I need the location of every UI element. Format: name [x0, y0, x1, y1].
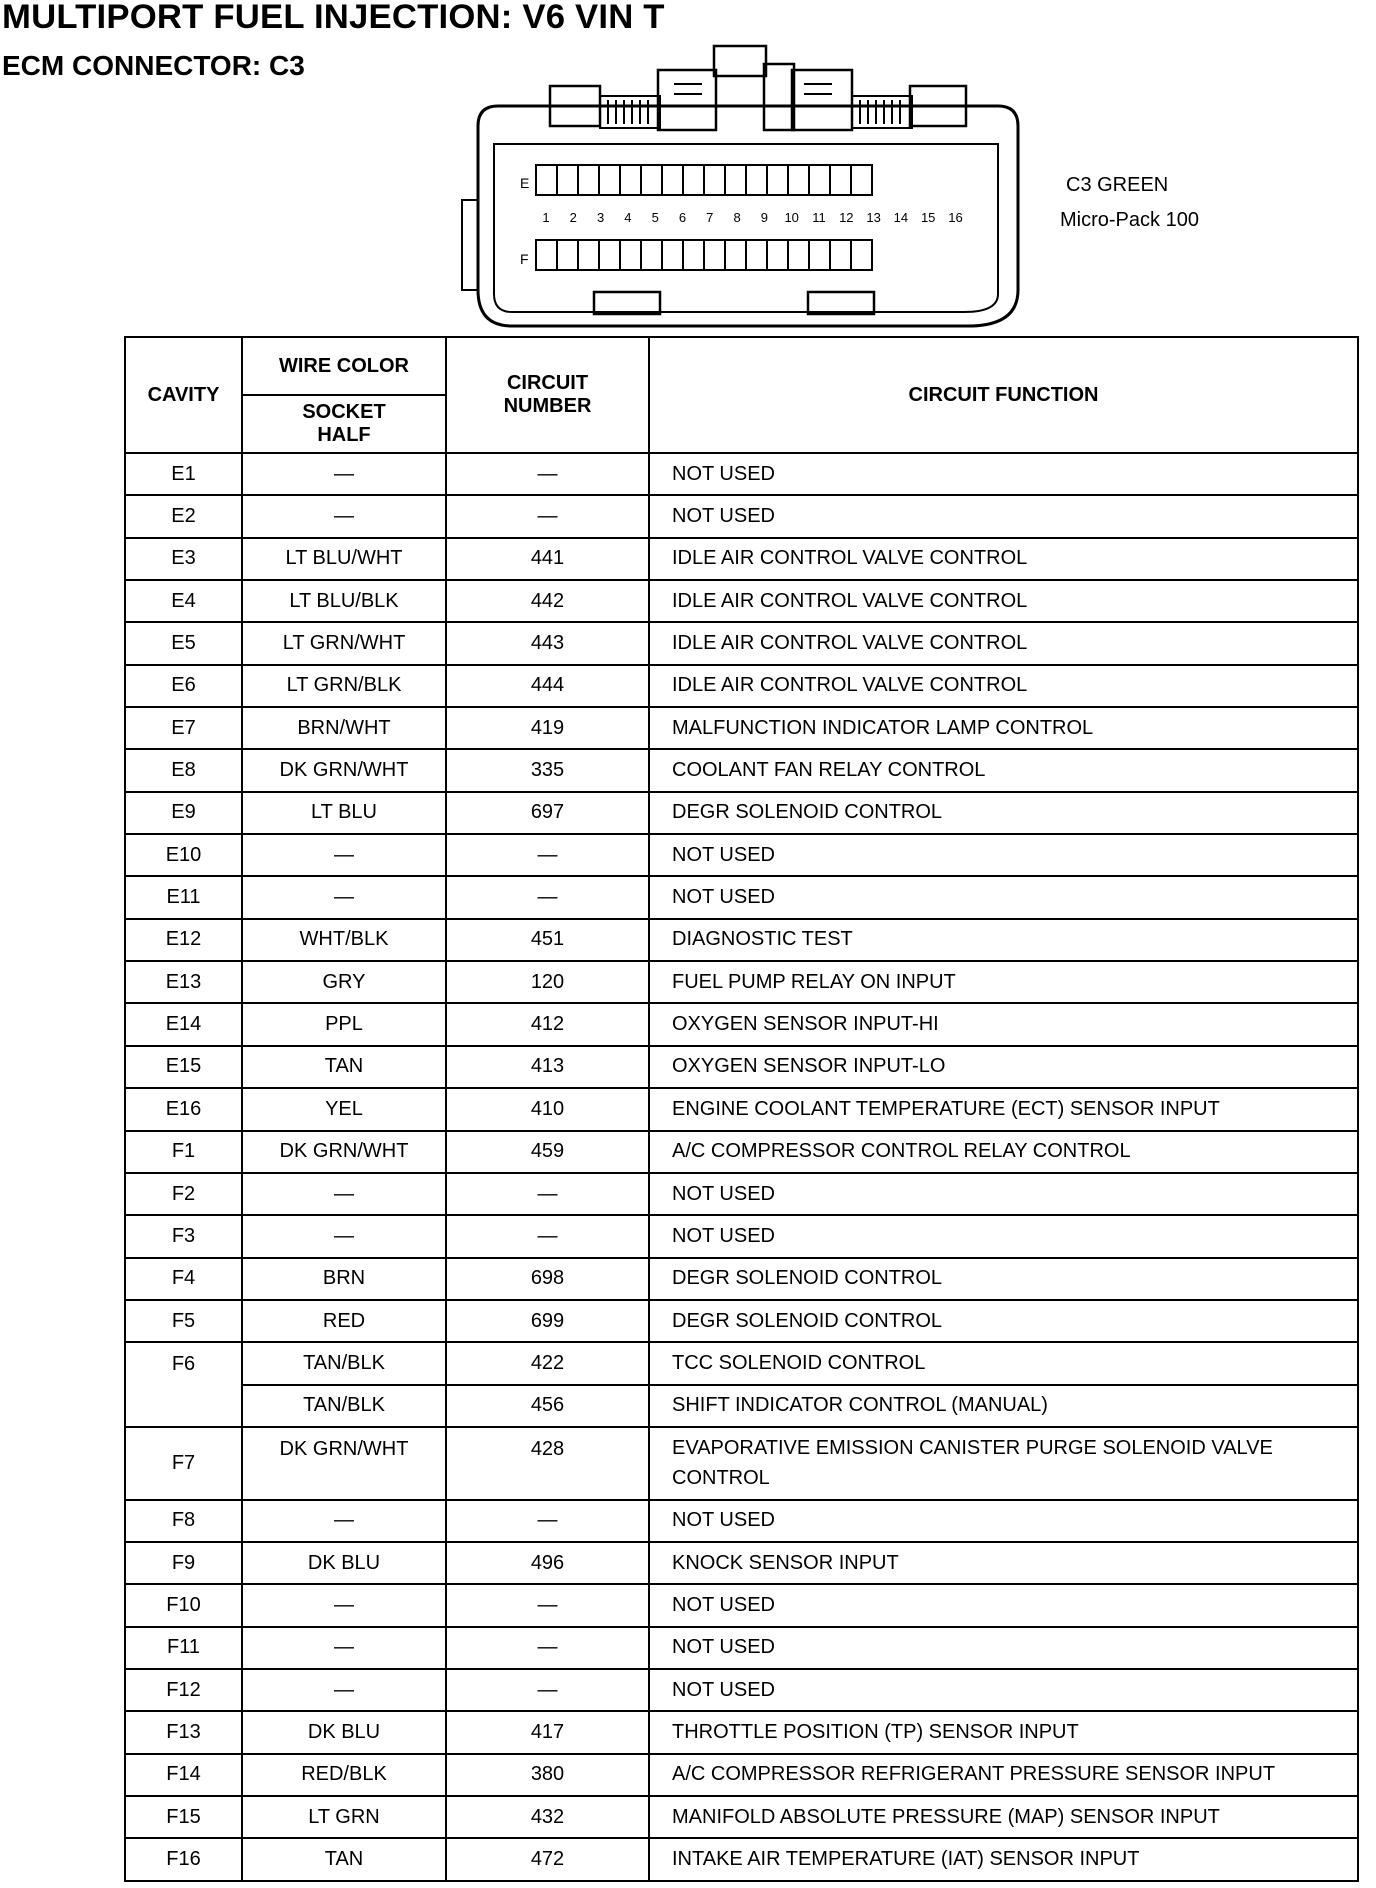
table-row: [125, 876, 1358, 918]
cell-wire-color: —: [242, 1669, 446, 1711]
cell-cavity: F8: [125, 1500, 242, 1542]
cell-cavity: F9: [125, 1542, 242, 1584]
pin-number: 16: [948, 210, 963, 225]
cell-wire-color: TAN/BLK: [242, 1385, 446, 1427]
cell-circuit-function: MALFUNCTION INDICATOR LAMP CONTROL: [649, 707, 1358, 749]
table-row: [125, 749, 1358, 791]
page-subtitle: ECM CONNECTOR: C3: [2, 50, 305, 81]
cell-circuit-function: THROTTLE POSITION (TP) SENSOR INPUT: [649, 1711, 1358, 1753]
header-circuit-function: CIRCUIT FUNCTION: [649, 337, 1358, 453]
cavity-f-2: [557, 240, 578, 270]
cell-cavity: F1: [125, 1131, 242, 1173]
cavity-e-1: [536, 165, 557, 195]
page-title: MULTIPORT FUEL INJECTION: V6 VIN T: [2, 0, 665, 36]
cell-cavity: E15: [125, 1046, 242, 1088]
cell-circuit-function: NOT USED: [649, 1584, 1358, 1626]
cavity-f-13: [788, 240, 809, 270]
cavity-e-14: [809, 165, 830, 195]
cell-circuit-function: COOLANT FAN RELAY CONTROL: [649, 749, 1358, 791]
cell-circuit-function: A/C COMPRESSOR CONTROL RELAY CONTROL: [649, 1131, 1358, 1173]
cell-wire-color: —: [242, 453, 446, 495]
cavity-e-2: [557, 165, 578, 195]
cell-wire-color: PPL: [242, 1003, 446, 1045]
cell-circuit-number: 697: [446, 792, 649, 834]
table-row: [125, 1342, 1358, 1384]
table-row: [125, 1427, 1358, 1500]
cell-circuit-function: MANIFOLD ABSOLUTE PRESSURE (MAP) SENSOR INPUT: [649, 1796, 1358, 1838]
table-row: [125, 495, 1358, 537]
cell-circuit-number: 496: [446, 1542, 649, 1584]
table-row: [125, 1669, 1358, 1711]
table-row: [125, 453, 1358, 495]
cell-circuit-number: —: [446, 1215, 649, 1257]
header-socket-half-line1: SOCKET: [302, 401, 386, 423]
row-e-label: E: [520, 175, 530, 191]
pin-number: 5: [651, 210, 659, 225]
cell-cavity: F10: [125, 1584, 242, 1626]
table-row: [125, 1796, 1358, 1838]
cell-wire-color: BRN: [242, 1258, 446, 1300]
cell-cavity: E1: [125, 453, 242, 495]
cell-circuit-function: OXYGEN SENSOR INPUT-LO: [649, 1046, 1358, 1088]
cell-circuit-function: DIAGNOSTIC TEST: [649, 919, 1358, 961]
cavity-e-11: [746, 165, 767, 195]
cell-circuit-function: IDLE AIR CONTROL VALVE CONTROL: [649, 580, 1358, 622]
header-circuit-number-line1: CIRCUIT: [506, 372, 589, 394]
cavity-f-10: [725, 240, 746, 270]
cavity-f-9: [704, 240, 725, 270]
cell-circuit-number: 472: [446, 1838, 649, 1881]
cell-circuit-number: 380: [446, 1754, 649, 1796]
cell-wire-color: —: [242, 1173, 446, 1215]
cell-circuit-function: TCC SOLENOID CONTROL: [649, 1342, 1358, 1384]
cell-circuit-number: —: [446, 495, 649, 537]
cell-circuit-number: 432: [446, 1796, 649, 1838]
cell-circuit-number: 459: [446, 1131, 649, 1173]
cell-wire-color: TAN: [242, 1046, 446, 1088]
cavity-f-1: [536, 240, 557, 270]
cell-circuit-number: —: [446, 1173, 649, 1215]
cell-circuit-number: 412: [446, 1003, 649, 1045]
cavity-e-10: [725, 165, 746, 195]
cavity-e-15: [830, 165, 851, 195]
cell-cavity: E7: [125, 707, 242, 749]
pin-number: 3: [596, 210, 605, 225]
cell-wire-color: —: [242, 1215, 446, 1257]
pin-number: 6: [678, 210, 687, 225]
pin-number: 4: [624, 210, 632, 225]
cell-circuit-number: 410: [446, 1088, 649, 1130]
table-row: [125, 1385, 1358, 1427]
cell-circuit-function: ENGINE COOLANT TEMPERATURE (ECT) SENSOR INPUT: [649, 1088, 1358, 1130]
cavity-e-12: [767, 165, 788, 195]
cell-wire-color: DK GRN/WHT: [242, 749, 446, 791]
pinout-table-wrapper: [124, 336, 1359, 1882]
cell-circuit-function: NOT USED: [649, 1669, 1358, 1711]
cell-wire-color: WHT/BLK: [242, 919, 446, 961]
connector-diagram: [458, 40, 1038, 336]
table-row: [125, 1003, 1358, 1045]
cell-wire-color: LT GRN/BLK: [242, 665, 446, 707]
table-row: [125, 792, 1358, 834]
pin-number: 9: [760, 210, 769, 225]
cell-cavity: F15: [125, 1796, 242, 1838]
cell-circuit-function: EVAPORATIVE EMISSION CANISTER PURGE SOLENOID VALVE CONTROL: [649, 1427, 1358, 1500]
table-row: [125, 1173, 1358, 1215]
cavity-f-6: [641, 240, 662, 270]
cell-cavity: E11: [125, 876, 242, 918]
cell-cavity: F14: [125, 1754, 242, 1796]
cell-wire-color: LT GRN: [242, 1796, 446, 1838]
cell-wire-color: —: [242, 834, 446, 876]
table-row: [125, 1088, 1358, 1130]
table-row: [125, 665, 1358, 707]
cell-circuit-number: 443: [446, 622, 649, 664]
cavity-e-13: [788, 165, 809, 195]
cell-circuit-function: FUEL PUMP RELAY ON INPUT: [649, 961, 1358, 1003]
cell-circuit-number: 335: [446, 749, 649, 791]
pin-number: 15: [920, 210, 936, 225]
cell-circuit-number: —: [446, 1584, 649, 1626]
cell-circuit-number: 442: [446, 580, 649, 622]
cell-circuit-number: —: [446, 1669, 649, 1711]
cell-circuit-number: 444: [446, 665, 649, 707]
cavity-f-11: [746, 240, 767, 270]
cell-circuit-function: KNOCK SENSOR INPUT: [649, 1542, 1358, 1584]
cell-circuit-number: 456: [446, 1385, 649, 1427]
cell-wire-color: TAN/BLK: [242, 1342, 446, 1384]
cell-wire-color: BRN/WHT: [242, 707, 446, 749]
cell-wire-color: LT BLU: [242, 792, 446, 834]
table-row: [125, 1131, 1358, 1173]
table-row: [125, 707, 1358, 749]
cell-circuit-number: 441: [446, 538, 649, 580]
cell-wire-color: LT GRN/WHT: [242, 622, 446, 664]
cell-cavity: E14: [125, 1003, 242, 1045]
cavity-f-5: [620, 240, 641, 270]
pin-number: 14: [893, 210, 909, 225]
cell-circuit-number: 428: [446, 1427, 649, 1500]
cell-circuit-number: 413: [446, 1046, 649, 1088]
cavity-f-8: [683, 240, 704, 270]
cell-circuit-number: —: [446, 834, 649, 876]
cell-wire-color: YEL: [242, 1088, 446, 1130]
header-socket-half: [242, 395, 446, 453]
cell-circuit-number: —: [446, 1500, 649, 1542]
cell-wire-color: LT BLU/WHT: [242, 538, 446, 580]
cell-cavity: E3: [125, 538, 242, 580]
cell-cavity: E12: [125, 919, 242, 961]
cavity-e-4: [599, 165, 620, 195]
cell-circuit-function: INTAKE AIR TEMPERATURE (IAT) SENSOR INPUT: [649, 1838, 1358, 1881]
cell-cavity: F6: [125, 1342, 242, 1427]
cell-wire-color: DK GRN/WHT: [242, 1131, 446, 1173]
cell-cavity: E4: [125, 580, 242, 622]
cavity-e-3: [578, 165, 599, 195]
cell-circuit-function: IDLE AIR CONTROL VALVE CONTROL: [649, 665, 1358, 707]
cell-wire-color: —: [242, 495, 446, 537]
pin-number: 13: [866, 210, 881, 225]
table-row: [125, 834, 1358, 876]
cell-circuit-function: NOT USED: [649, 1215, 1358, 1257]
cell-circuit-number: 451: [446, 919, 649, 961]
pinout-table-body: [125, 453, 1358, 1881]
cell-wire-color: —: [242, 1584, 446, 1626]
cell-circuit-function: SHIFT INDICATOR CONTROL (MANUAL): [649, 1385, 1358, 1427]
cell-cavity: F5: [125, 1300, 242, 1342]
pin-number: 8: [733, 210, 741, 225]
cavity-e-6: [641, 165, 662, 195]
cell-cavity: F7: [125, 1427, 242, 1500]
cavity-f-7: [662, 240, 683, 270]
cell-circuit-function: NOT USED: [649, 1627, 1358, 1669]
cell-circuit-number: 422: [446, 1342, 649, 1384]
cell-circuit-function: DEGR SOLENOID CONTROL: [649, 1258, 1358, 1300]
cell-wire-color: LT BLU/BLK: [242, 580, 446, 622]
cavity-f-4: [599, 240, 620, 270]
pin-number: 1: [542, 210, 550, 225]
cell-cavity: F2: [125, 1173, 242, 1215]
pin-number: 7: [706, 210, 714, 225]
cavity-f-14: [809, 240, 830, 270]
cell-cavity: F12: [125, 1669, 242, 1711]
table-row: [125, 1215, 1358, 1257]
table-row: [125, 1754, 1358, 1796]
cell-circuit-number: 419: [446, 707, 649, 749]
table-row: [125, 1711, 1358, 1753]
cavity-f-12: [767, 240, 788, 270]
cavity-e-16: [851, 165, 872, 195]
connector-type-label: Micro-Pack 100: [1060, 209, 1199, 231]
row-f-label: F: [520, 251, 529, 267]
pin-number: 11: [812, 210, 826, 225]
table-row: [125, 1258, 1358, 1300]
cell-circuit-function: NOT USED: [649, 1500, 1358, 1542]
cell-circuit-number: 120: [446, 961, 649, 1003]
table-row: [125, 1500, 1358, 1542]
table-row: [125, 1627, 1358, 1669]
cell-circuit-function: DEGR SOLENOID CONTROL: [649, 1300, 1358, 1342]
cavity-e-8: [683, 165, 704, 195]
cell-cavity: E2: [125, 495, 242, 537]
cell-circuit-function: A/C COMPRESSOR REFRIGERANT PRESSURE SENSOR INPUT: [649, 1754, 1358, 1796]
cell-circuit-function: NOT USED: [649, 834, 1358, 876]
cell-cavity: E5: [125, 622, 242, 664]
cell-cavity: F3: [125, 1215, 242, 1257]
cell-circuit-function: NOT USED: [649, 453, 1358, 495]
cell-circuit-function: NOT USED: [649, 495, 1358, 537]
header-circuit-number-line2: NUMBER: [503, 395, 592, 417]
table-row: [125, 919, 1358, 961]
cell-wire-color: DK GRN/WHT: [242, 1427, 446, 1500]
cell-wire-color: —: [242, 1500, 446, 1542]
cell-cavity: E6: [125, 665, 242, 707]
cell-cavity: E10: [125, 834, 242, 876]
header-circuit-number: [446, 337, 649, 453]
connector-color-label: C3 GREEN: [1066, 174, 1169, 196]
cavity-e-5: [620, 165, 641, 195]
cell-wire-color: —: [242, 1627, 446, 1669]
table-row: [125, 961, 1358, 1003]
cell-circuit-number: —: [446, 876, 649, 918]
cell-circuit-function: OXYGEN SENSOR INPUT-HI: [649, 1003, 1358, 1045]
header-wire-color: WIRE COLOR: [242, 337, 446, 395]
cell-circuit-number: —: [446, 453, 649, 495]
cell-cavity: F16: [125, 1838, 242, 1881]
cell-cavity: E16: [125, 1088, 242, 1130]
cell-circuit-number: 417: [446, 1711, 649, 1753]
header-cavity: CAVITY: [125, 337, 242, 453]
cell-cavity: F11: [125, 1627, 242, 1669]
pinout-table: [124, 336, 1359, 1882]
cell-circuit-number: —: [446, 1627, 649, 1669]
cell-circuit-number: 698: [446, 1258, 649, 1300]
cell-circuit-function: NOT USED: [649, 876, 1358, 918]
cell-cavity: F13: [125, 1711, 242, 1753]
pin-number: 12: [839, 210, 854, 225]
table-row: [125, 1046, 1358, 1088]
cell-circuit-function: IDLE AIR CONTROL VALVE CONTROL: [649, 622, 1358, 664]
cell-wire-color: TAN: [242, 1838, 446, 1881]
table-row: [125, 1300, 1358, 1342]
table-row: [125, 538, 1358, 580]
cell-wire-color: GRY: [242, 961, 446, 1003]
cell-circuit-function: NOT USED: [649, 1173, 1358, 1215]
cell-wire-color: RED: [242, 1300, 446, 1342]
cavity-e-7: [662, 165, 683, 195]
table-row: [125, 1542, 1358, 1584]
cell-wire-color: —: [242, 876, 446, 918]
table-row: [125, 580, 1358, 622]
header-socket-half-line2: HALF: [317, 424, 371, 446]
cell-cavity: E13: [125, 961, 242, 1003]
cavity-f-15: [830, 240, 851, 270]
cell-cavity: E9: [125, 792, 242, 834]
cell-circuit-function: IDLE AIR CONTROL VALVE CONTROL: [649, 538, 1358, 580]
cell-wire-color: DK BLU: [242, 1542, 446, 1584]
cavity-f-16: [851, 240, 872, 270]
table-row: [125, 622, 1358, 664]
cavity-f-3: [578, 240, 599, 270]
cell-cavity: F4: [125, 1258, 242, 1300]
pin-number: 10: [784, 210, 799, 225]
table-row: [125, 1584, 1358, 1626]
cell-wire-color: RED/BLK: [242, 1754, 446, 1796]
table-row: [125, 1838, 1358, 1881]
cell-wire-color: DK BLU: [242, 1711, 446, 1753]
cavity-e-9: [704, 165, 725, 195]
cell-circuit-number: 699: [446, 1300, 649, 1342]
cell-circuit-function: DEGR SOLENOID CONTROL: [649, 792, 1358, 834]
pin-number: 2: [569, 210, 577, 225]
cell-cavity: E8: [125, 749, 242, 791]
